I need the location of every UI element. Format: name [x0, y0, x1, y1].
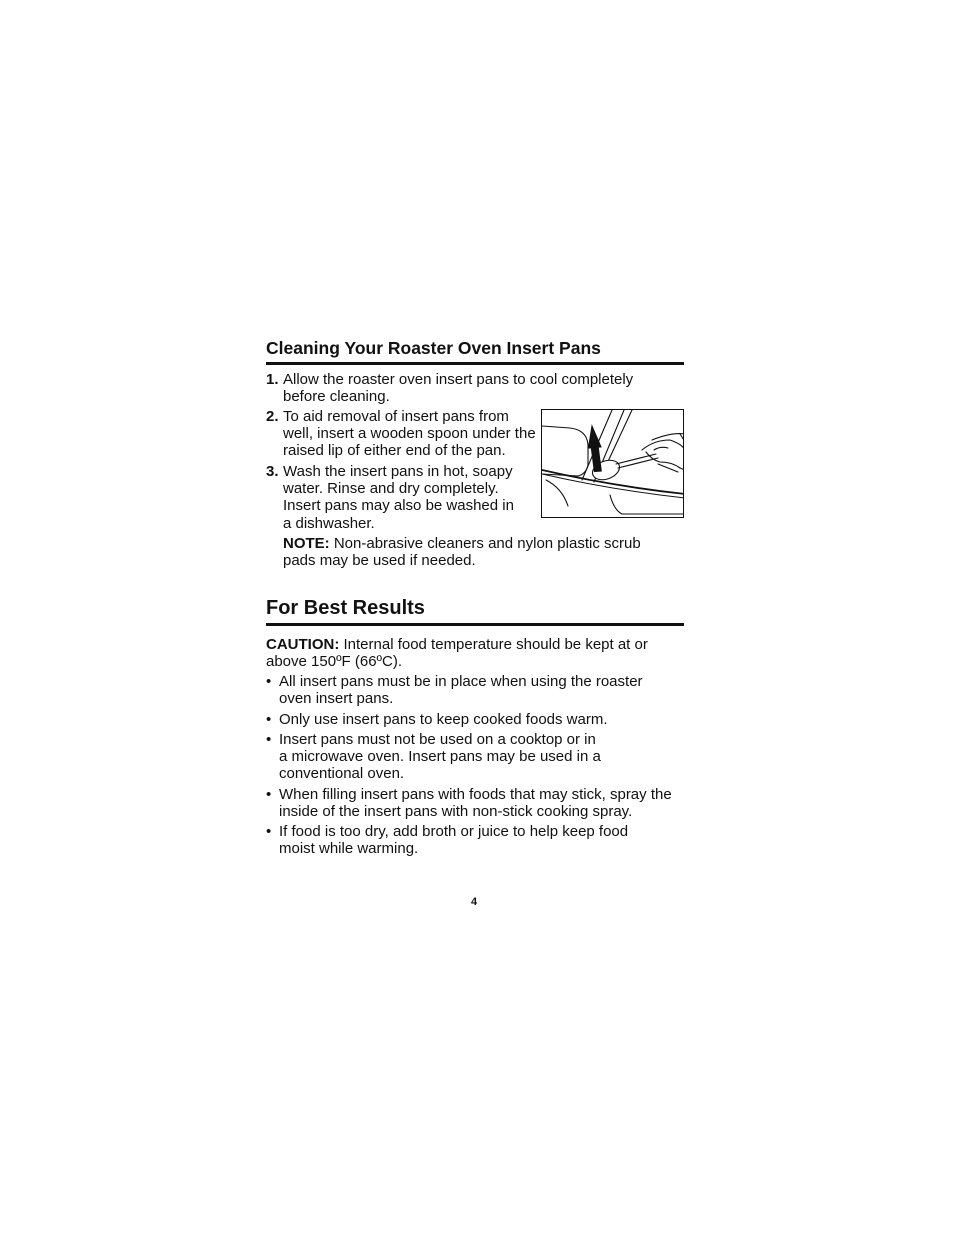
caution-body: Internal food temperature should be kept at or above 150ºF (66ºC).	[266, 636, 648, 671]
step-number: 1.	[266, 371, 279, 388]
note-text: Non-abrasive cleaners and nylon plastic scrub pads may be used if needed.	[283, 535, 641, 570]
bullet-marker: •	[266, 711, 272, 728]
caution-text	[266, 636, 666, 670]
step-text: Wash the insert pans in hot, soapy water. Rinse and dry completely. Insert pans may also be washed in a dishwasher.	[283, 463, 514, 532]
bullet-text: All insert pans must be in place when using the roaster oven insert pans.	[279, 673, 643, 708]
bullet-marker: •	[266, 731, 272, 748]
bullet-text: If food is too dry, add broth or juice to help keep food moist while warming.	[279, 823, 629, 858]
cleaning-heading: Cleaning Your Roaster Oven Insert Pans	[266, 338, 684, 365]
spoon-lifting-pan-illustration	[541, 409, 684, 518]
bullet-text: Insert pans must not be used on a cooktop or in a microwave oven. Insert pans may be used in a conventional oven.	[279, 731, 601, 783]
bullet-marker: •	[266, 673, 272, 690]
note-label: NOTE:	[283, 535, 330, 552]
bullet-text: Only use insert pans to keep cooked foods warm.	[279, 711, 608, 728]
bullet-marker: •	[266, 823, 272, 840]
bullet-text: When filling insert pans with foods that may stick, spray the inside of the insert pans with non-stick cooking spray.	[279, 786, 672, 821]
cleaning-note	[283, 535, 673, 569]
best-results-heading: For Best Results	[266, 597, 684, 626]
caution-label: CAUTION:	[266, 636, 340, 653]
page-number: 4	[470, 896, 478, 908]
step-text: Allow the roaster oven insert pans to cool completely before cleaning.	[283, 371, 634, 406]
step-text: To aid removal of insert pans from well, insert a wooden spoon under the raised lip of either end of the pan.	[283, 408, 536, 460]
step-number: 2.	[266, 408, 279, 425]
bullet-marker: •	[266, 786, 272, 803]
step-number: 3.	[266, 463, 279, 480]
